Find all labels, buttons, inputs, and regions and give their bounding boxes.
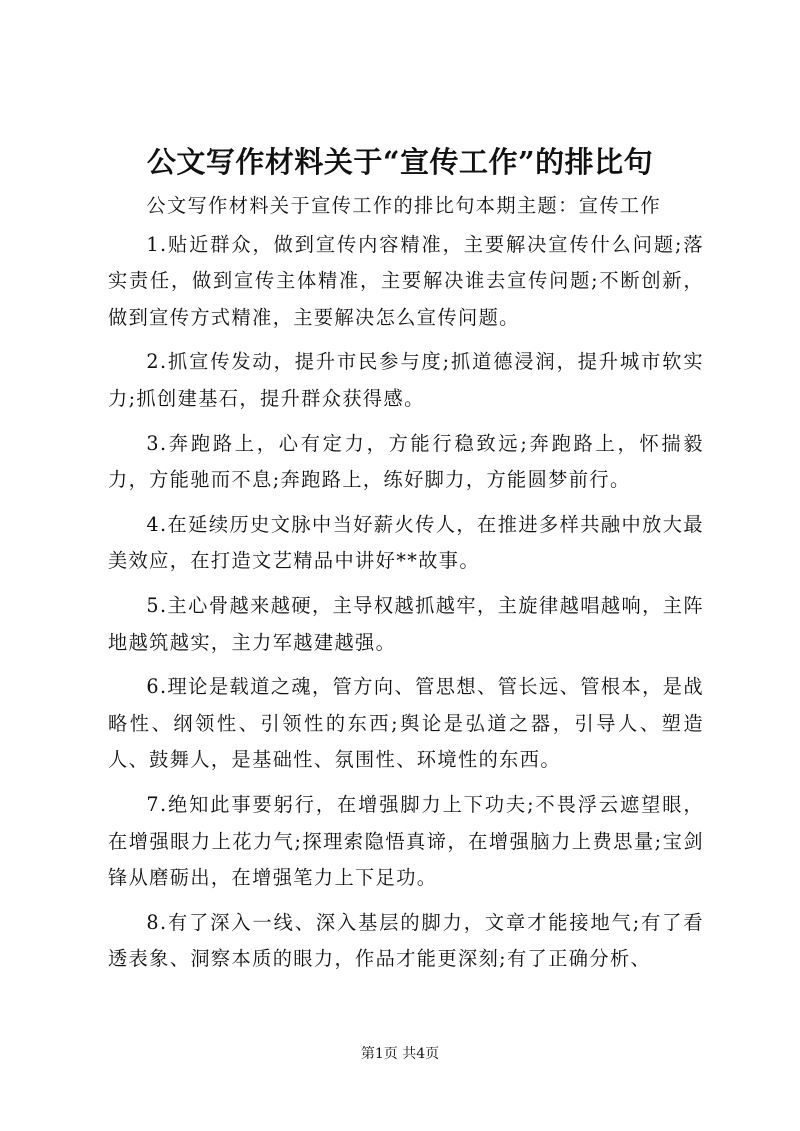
- paragraph-4: 4.在延续历史文脉中当好薪火传人，在推进多样共融中放大最美效应，在打造文艺精品中讲好**故事。: [108, 512, 704, 573]
- intro-paragraph: 公文写作材料关于宣传工作的排比句本期主题：宣传工作: [146, 194, 662, 217]
- document-title: 公文写作材料关于“宣传工作”的排比句: [146, 145, 654, 179]
- paragraph-1: 1.贴近群众，做到宣传内容精准，主要解决宣传什么问题;落实责任，做到宣传主体精准，主要解决谁去宣传问题;不断创新，做到宣传方式精准，主要解决怎么宣传问题。: [108, 232, 704, 329]
- document-body: [108, 188, 704, 986]
- paragraph-8: 8.有了深入一线、深入基层的脚力，文章才能接地气;有了看透表象、洞察本质的眼力，作品才能更深刻;有了正确分析、: [108, 910, 704, 971]
- page-number-footer: 第1页 共4页: [360, 1046, 440, 1062]
- paragraph-7: 7.绝知此事要躬行，在增强脚力上下功夫;不畏浮云遮望眼，在增强眼力上花力气;探理索隐悟真谛，在增强脑力上费思量;宝剑锋从磨砺出，在增强笔力上下足功。: [108, 792, 704, 890]
- paragraph-2: 2.抓宣传发动，提升市民参与度;抓道德浸润，提升城市软实力;抓创建基石，提升群众获得感。: [108, 350, 704, 410]
- paragraph-3: 3.奔跑路上，心有定力，方能行稳致远;奔跑路上，怀揣毅力，方能驰而不息;奔跑路上，练好脚力，方能圆梦前行。: [108, 431, 704, 492]
- paragraph-5: 5.主心骨越来越硬，主导权越抓越牢，主旋律越唱越响，主阵地越筑越实，主力军越建越强。: [108, 593, 704, 654]
- paragraph-6: 6.理论是载道之魂，管方向、管思想、管长远、管根本，是战略性、纲领性、引领性的东西;舆论是弘道之器，引导人、塑造人、鼓舞人，是基础性、氛围性、环境性的东西。: [108, 675, 704, 772]
